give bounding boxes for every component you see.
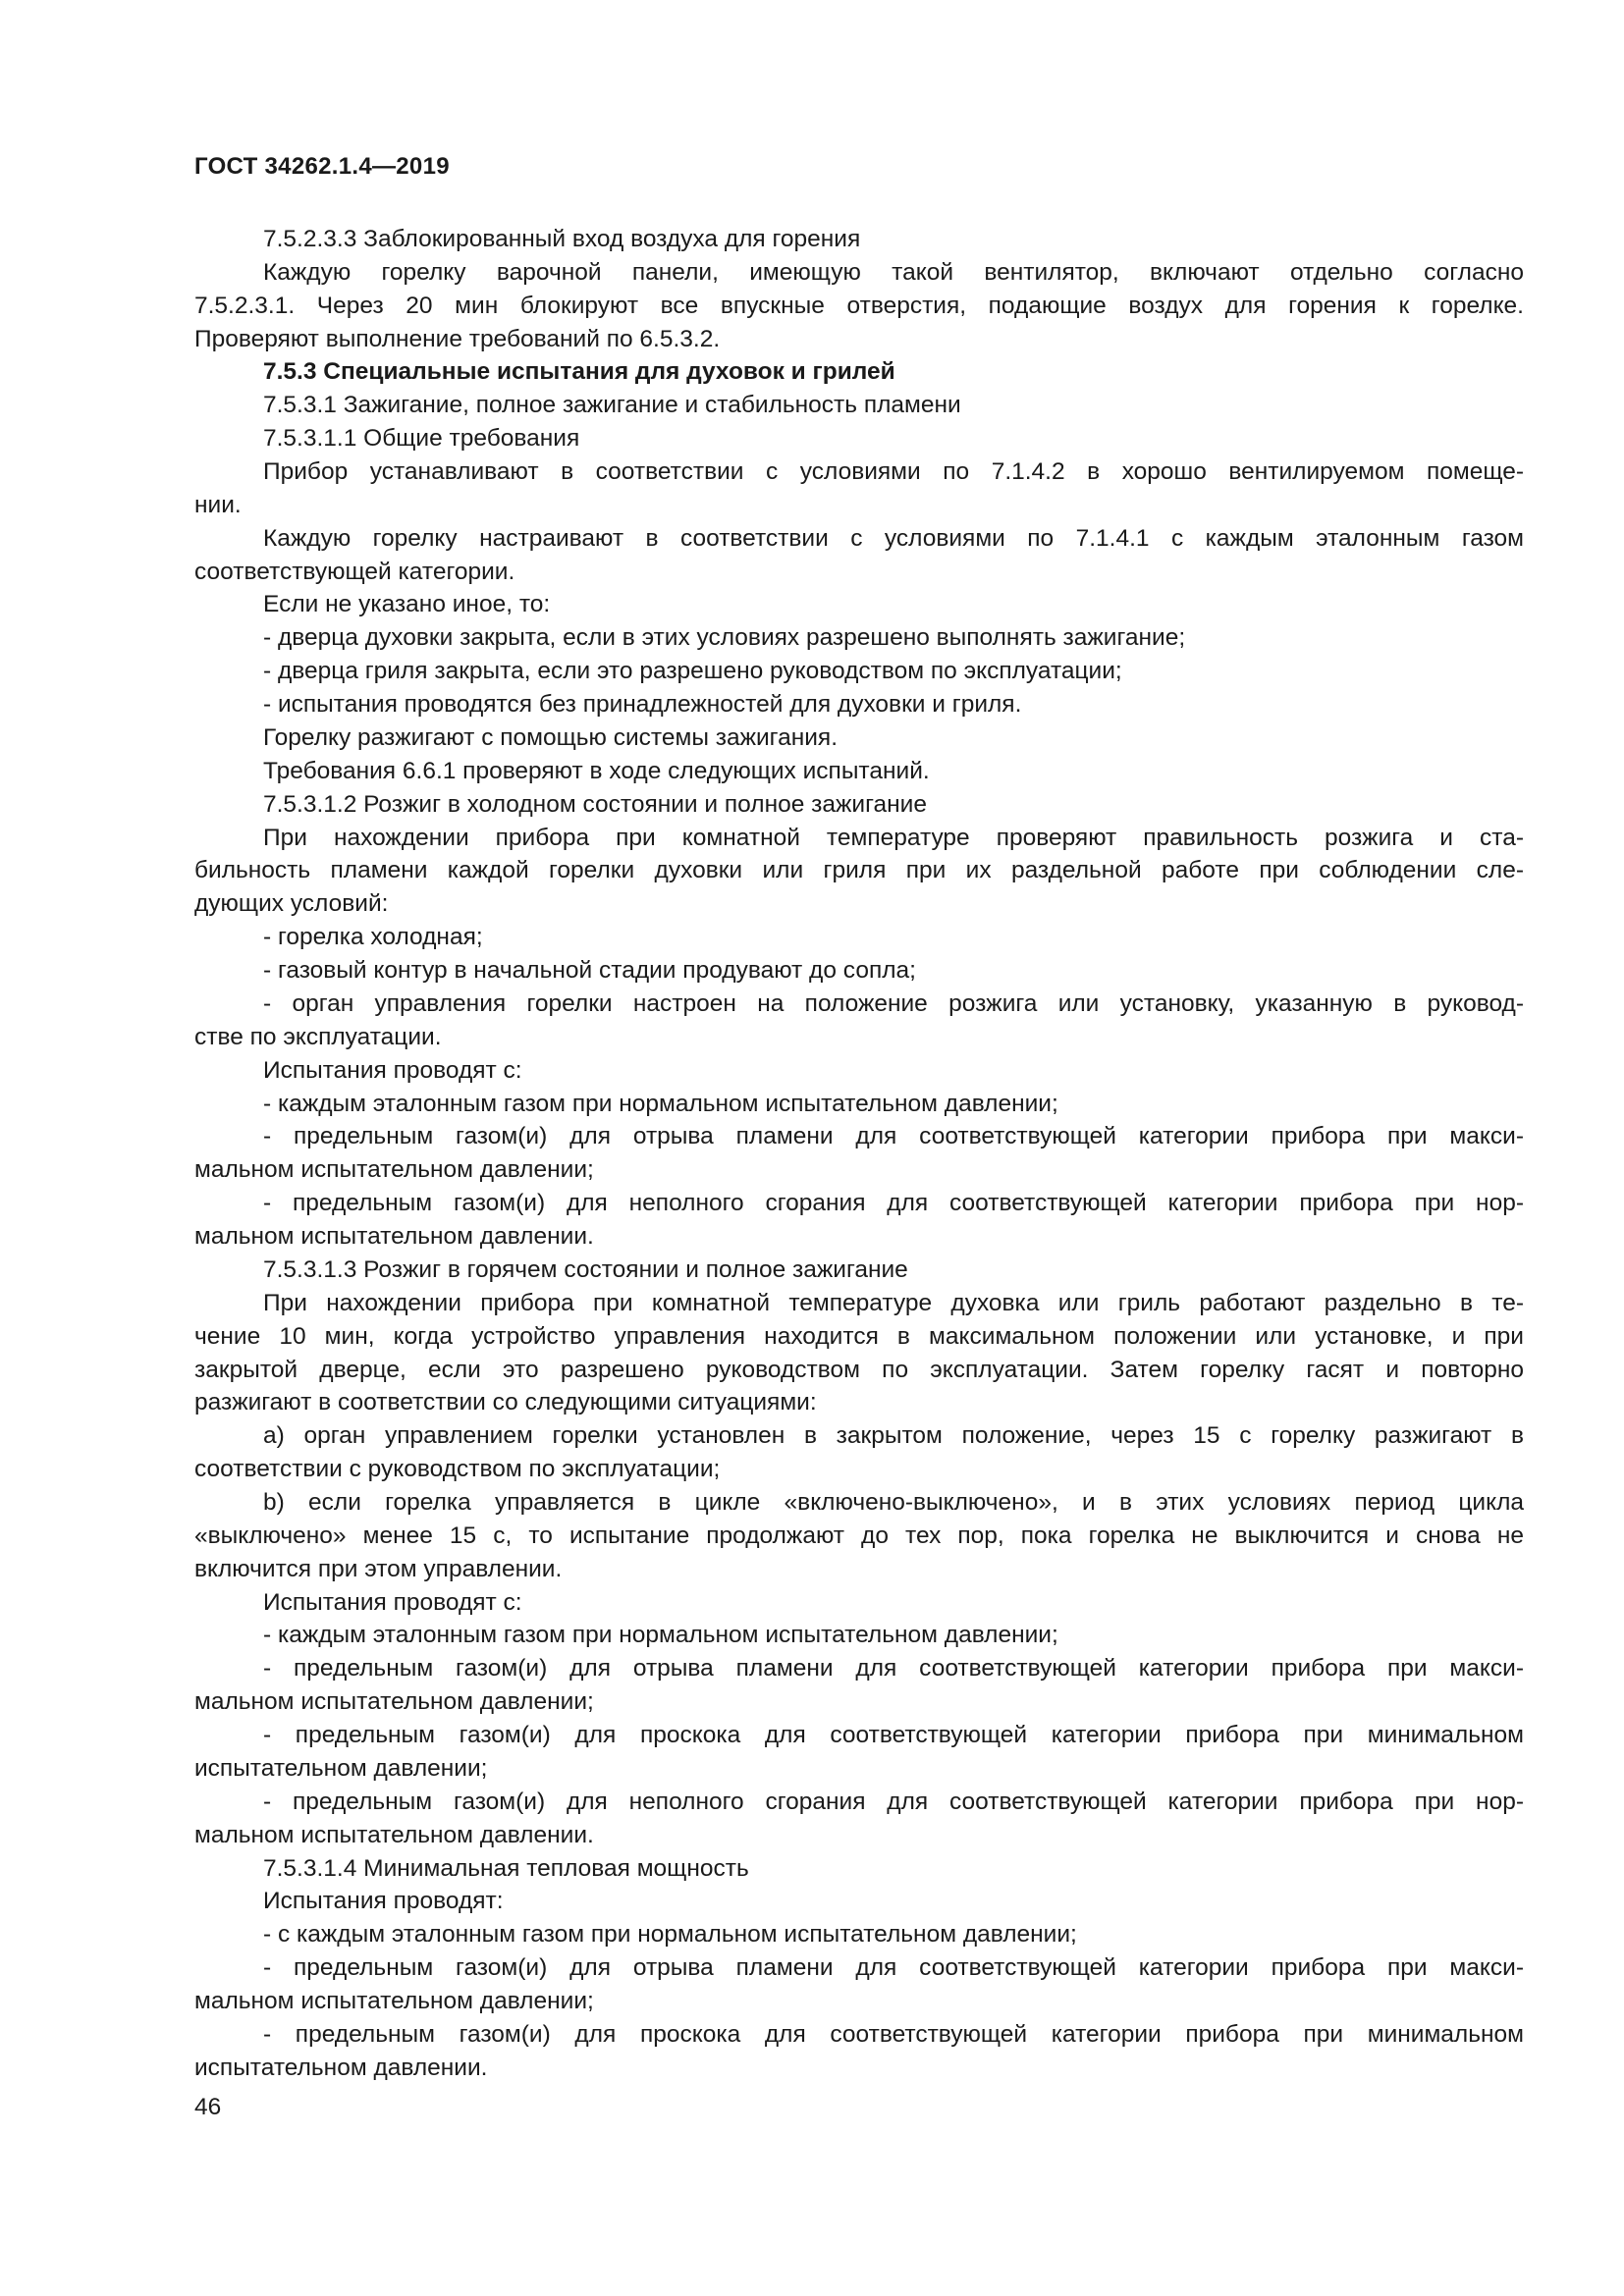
list-item: - каждым эталонным газом при нормальном испытательном давлении; [263,1091,1058,1117]
list-item: - дверца гриля закрыта, если это разрешено руководством по эксплуатации; [263,658,1122,684]
document-header: ГОСТ 34262.1.4—2019 [194,153,450,180]
list-item: - испытания проводятся без принадлежностей для духовки и гриля. [263,691,1022,718]
text-line: испытательном давлении. [194,2055,488,2081]
text-line: нии. [194,492,242,518]
list-item: - орган управления горелки настроен на положение розжига или установку, указанную в руковод- [263,990,1524,1017]
text-line: Испытания проводят: [263,1888,504,1914]
text-line: Если не указано иное, то: [263,591,551,617]
text-line: При нахождении прибора при комнатной температуре проверяют правильность розжига и ста- [263,825,1524,851]
page-number: 46 [194,2094,222,2120]
section-heading: 7.5.3 Специальные испытания для духовок и грилей [263,358,895,385]
text-line: включится при этом управлении. [194,1556,563,1582]
text-line: чение 10 мин, когда устройство управления находится в максимальном положении или установке, и при [194,1323,1524,1350]
text-line: Испытания проводят с: [263,1589,522,1616]
clause-heading: 7.5.2.3.3 Заблокированный вход воздуха для горения [263,226,861,252]
text-line: Прибор устанавливают в соответствии с условиями по 7.1.4.2 в хорошо вентилируемом помеще- [263,458,1524,485]
text-line: Горелку разжигают с помощью системы зажигания. [263,724,838,751]
text-line: закрытой дверце, если это разрешено руководством по эксплуатации. Затем горелку гасят и повторно [194,1357,1524,1383]
list-item: - с каждым эталонным газом при нормальном испытательном давлении; [263,1921,1077,1948]
list-item: - предельным газом(и) для отрыва пламени для соответствующей категории прибора при макси- [263,1954,1524,1981]
text-line: соответствующей категории. [194,559,515,585]
text-line: 7.5.2.3.1. Через 20 мин блокируют все впускные отверстия, подающие воздух для горения к горелке. [194,293,1524,319]
clause-heading: 7.5.3.1.2 Розжиг в холодном состоянии и полное зажигание [263,791,927,818]
list-item: - предельным газом(и) для отрыва пламени для соответствующей категории прибора при макси- [263,1655,1524,1682]
text-line: стве по эксплуатации. [194,1024,442,1050]
text-line: Требования 6.6.1 проверяют в ходе следующих испытаний. [263,758,930,784]
list-item: - предельным газом(и) для проскока для соответствующей категории прибора при минимальном [263,2021,1524,2048]
text-line: соответствии с руководством по эксплуатации; [194,1456,721,1482]
list-item: - горелка холодная; [263,924,483,950]
text-line: испытательном давлении; [194,1755,488,1782]
list-item: - каждым эталонным газом при нормальном испытательном давлении; [263,1622,1058,1648]
text-line: Каждую горелку настраивают в соответствии с условиями по 7.1.4.1 с каждым эталонным газом [263,525,1524,552]
clause-heading: 7.5.3.1.4 Минимальная тепловая мощность [263,1855,749,1882]
text-line: При нахождении прибора при комнатной температуре духовка или гриль работают раздельно в те- [263,1290,1524,1316]
list-item: - предельным газом(и) для неполного сгорания для соответствующей категории прибора при нор- [263,1789,1524,1815]
clause-heading: 7.5.3.1.3 Розжиг в горячем состоянии и полное зажигание [263,1256,908,1283]
clause-heading: 7.5.3.1.1 Общие требования [263,425,580,452]
list-item: - предельным газом(и) для неполного сгорания для соответствующей категории прибора при нор- [263,1190,1524,1216]
list-item: - предельным газом(и) для отрыва пламени для соответствующей категории прибора при макси- [263,1123,1524,1149]
list-item: b) если горелка управляется в цикле «включено-выключено», и в этих условиях период цикла [263,1489,1524,1516]
text-line: Каждую горелку варочной панели, имеющую такой вентилятор, включают отдельно согласно [263,259,1524,286]
text-line: «выключено» менее 15 с, то испытание продолжают до тех пор, пока горелка не выключится и снова не [194,1522,1524,1549]
text-line: мальном испытательном давлении; [194,1156,594,1183]
text-line: разжигают в соответствии со следующими ситуациями: [194,1389,817,1415]
text-line: Проверяют выполнение требований по 6.5.3.2. [194,326,721,352]
clause-heading: 7.5.3.1 Зажигание, полное зажигание и стабильность пламени [263,392,961,418]
list-item: а) орган управлением горелки установлен в закрытом положение, через 15 с горелку разжигают в [263,1422,1524,1449]
text-line: бильность пламени каждой горелки духовки или гриля при их раздельной работе при соблюдении сле- [194,857,1524,883]
text-line: дующих условий: [194,890,389,917]
text-line: мальном испытательном давлении; [194,1988,594,2014]
list-item: - предельным газом(и) для проскока для соответствующей категории прибора при минимальном [263,1722,1524,1748]
text-line: Испытания проводят с: [263,1057,522,1084]
list-item: - газовый контур в начальной стадии продувают до сопла; [263,957,916,984]
text-line: мальном испытательном давлении; [194,1688,594,1715]
text-line: мальном испытательном давлении. [194,1822,594,1848]
list-item: - дверца духовки закрыта, если в этих условиях разрешено выполнять зажигание; [263,624,1186,651]
text-line: мальном испытательном давлении. [194,1223,594,1250]
